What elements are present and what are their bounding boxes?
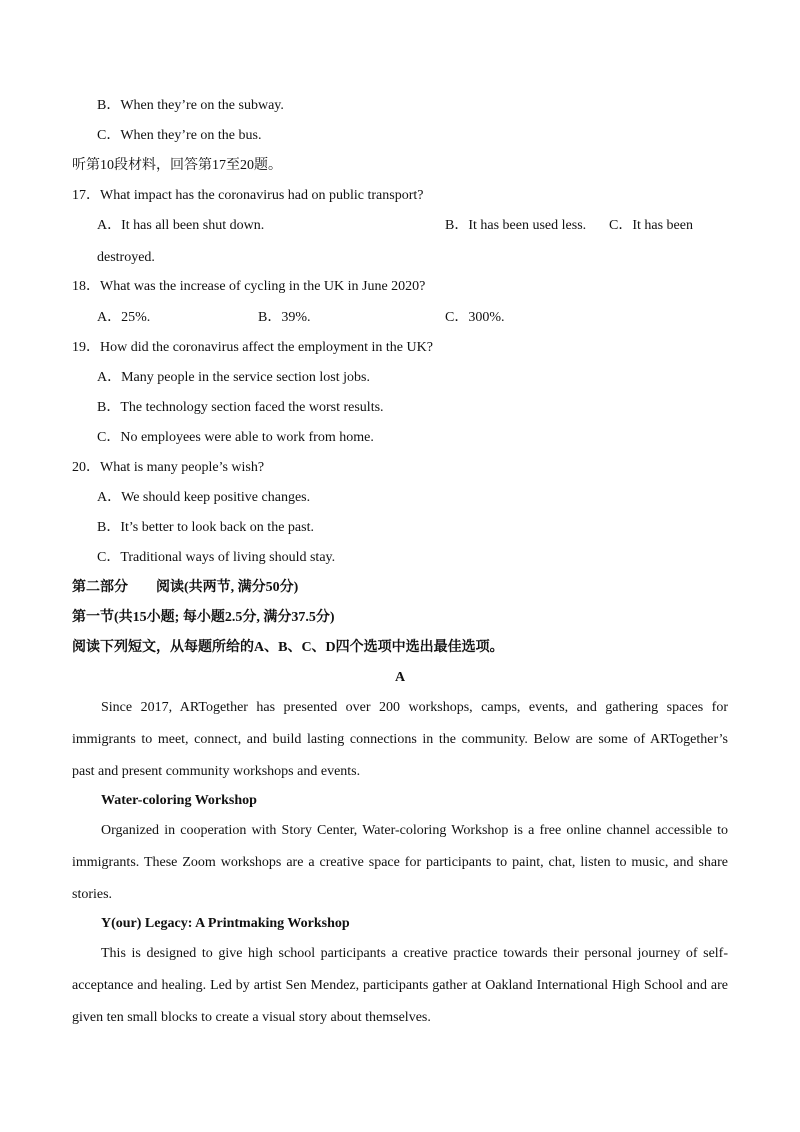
q20-stem: 20．What is many people’s wish? (72, 460, 265, 475)
q17-option-a: A．It has all been shut down. (97, 218, 265, 233)
q19-option-c: C．No employees were able to work from home. (97, 430, 374, 445)
part2-heading: 第二部分 阅读(共两节, 满分50分) (72, 580, 299, 595)
part2-section1-heading: 第一节(共15小题; 每小题2.5分, 满分37.5分) (72, 610, 335, 625)
passage-intro-line3: past and present community workshops and events. (72, 764, 361, 779)
q18-option-a: A．25%. (97, 310, 151, 325)
passage-intro-line2: immigrants to meet, connect, and build lasting connections in the community. Below are some of ARTogether’s (72, 732, 728, 747)
passage-intro-line1: Since 2017, ARTogether has presented over 200 workshops, camps, events, and gathering spaces for (101, 700, 728, 715)
q17-option-c: C．It has been (609, 218, 693, 233)
q19-option-b: B．The technology section faced the worst results. (97, 400, 384, 415)
workshop2-line1: This is designed to give high school participants a creative practice towards their personal journey of self- (101, 946, 728, 961)
passage-label: A (394, 670, 406, 685)
q17-options-row (97, 216, 717, 236)
q18-option-b: B．39%. (258, 310, 311, 325)
q17-option-c-continued: destroyed. (97, 250, 155, 265)
q16-option-c: C．When they’re on the bus. (97, 128, 262, 143)
q17-stem: 17．What impact has the coronavirus had on public transport? (72, 188, 424, 203)
q16-option-b: B．When they’re on the subway. (97, 98, 284, 113)
part2-instruction: 阅读下列短文，从每题所给的A、B、C、D四个选项中选出最佳选项。 (72, 640, 504, 655)
q20-option-a: A．We should keep positive changes. (97, 490, 311, 505)
workshop1-line3: stories. (72, 887, 113, 902)
q19-stem: 19．How did the coronavirus affect the employment in the UK? (72, 340, 433, 355)
q18-option-c: C．300%. (445, 310, 505, 325)
q19-option-a: A．Many people in the service section lost jobs. (97, 370, 370, 385)
workshop2-title: Y(our) Legacy: A Printmaking Workshop (101, 916, 350, 931)
q20-option-b: B．It’s better to look back on the past. (97, 520, 314, 535)
workshop2-line3: given ten small blocks to create a visual story about themselves. (72, 1010, 431, 1025)
workshop1-line2: immigrants. These Zoom workshops are a creative space for participants to paint, chat, listen to music, and share (72, 855, 728, 870)
q18-options-row (97, 308, 717, 328)
section10-instruction: 听第10段材料，回答第17至20题。 (72, 158, 282, 173)
q18-stem: 18．What was the increase of cycling in the UK in June 2020? (72, 279, 426, 294)
workshop1-line1: Organized in cooperation with Story Center, Water-coloring Workshop is a free online channel accessible to (101, 823, 728, 838)
workshop1-title: Water-coloring Workshop (101, 793, 257, 808)
workshop2-line2: acceptance and healing. Led by artist Sen Mendez, participants gather at Oakland International High School and are (72, 978, 728, 993)
q17-option-b: B．It has been used less. (445, 218, 587, 233)
q20-option-c: C．Traditional ways of living should stay. (97, 550, 336, 565)
